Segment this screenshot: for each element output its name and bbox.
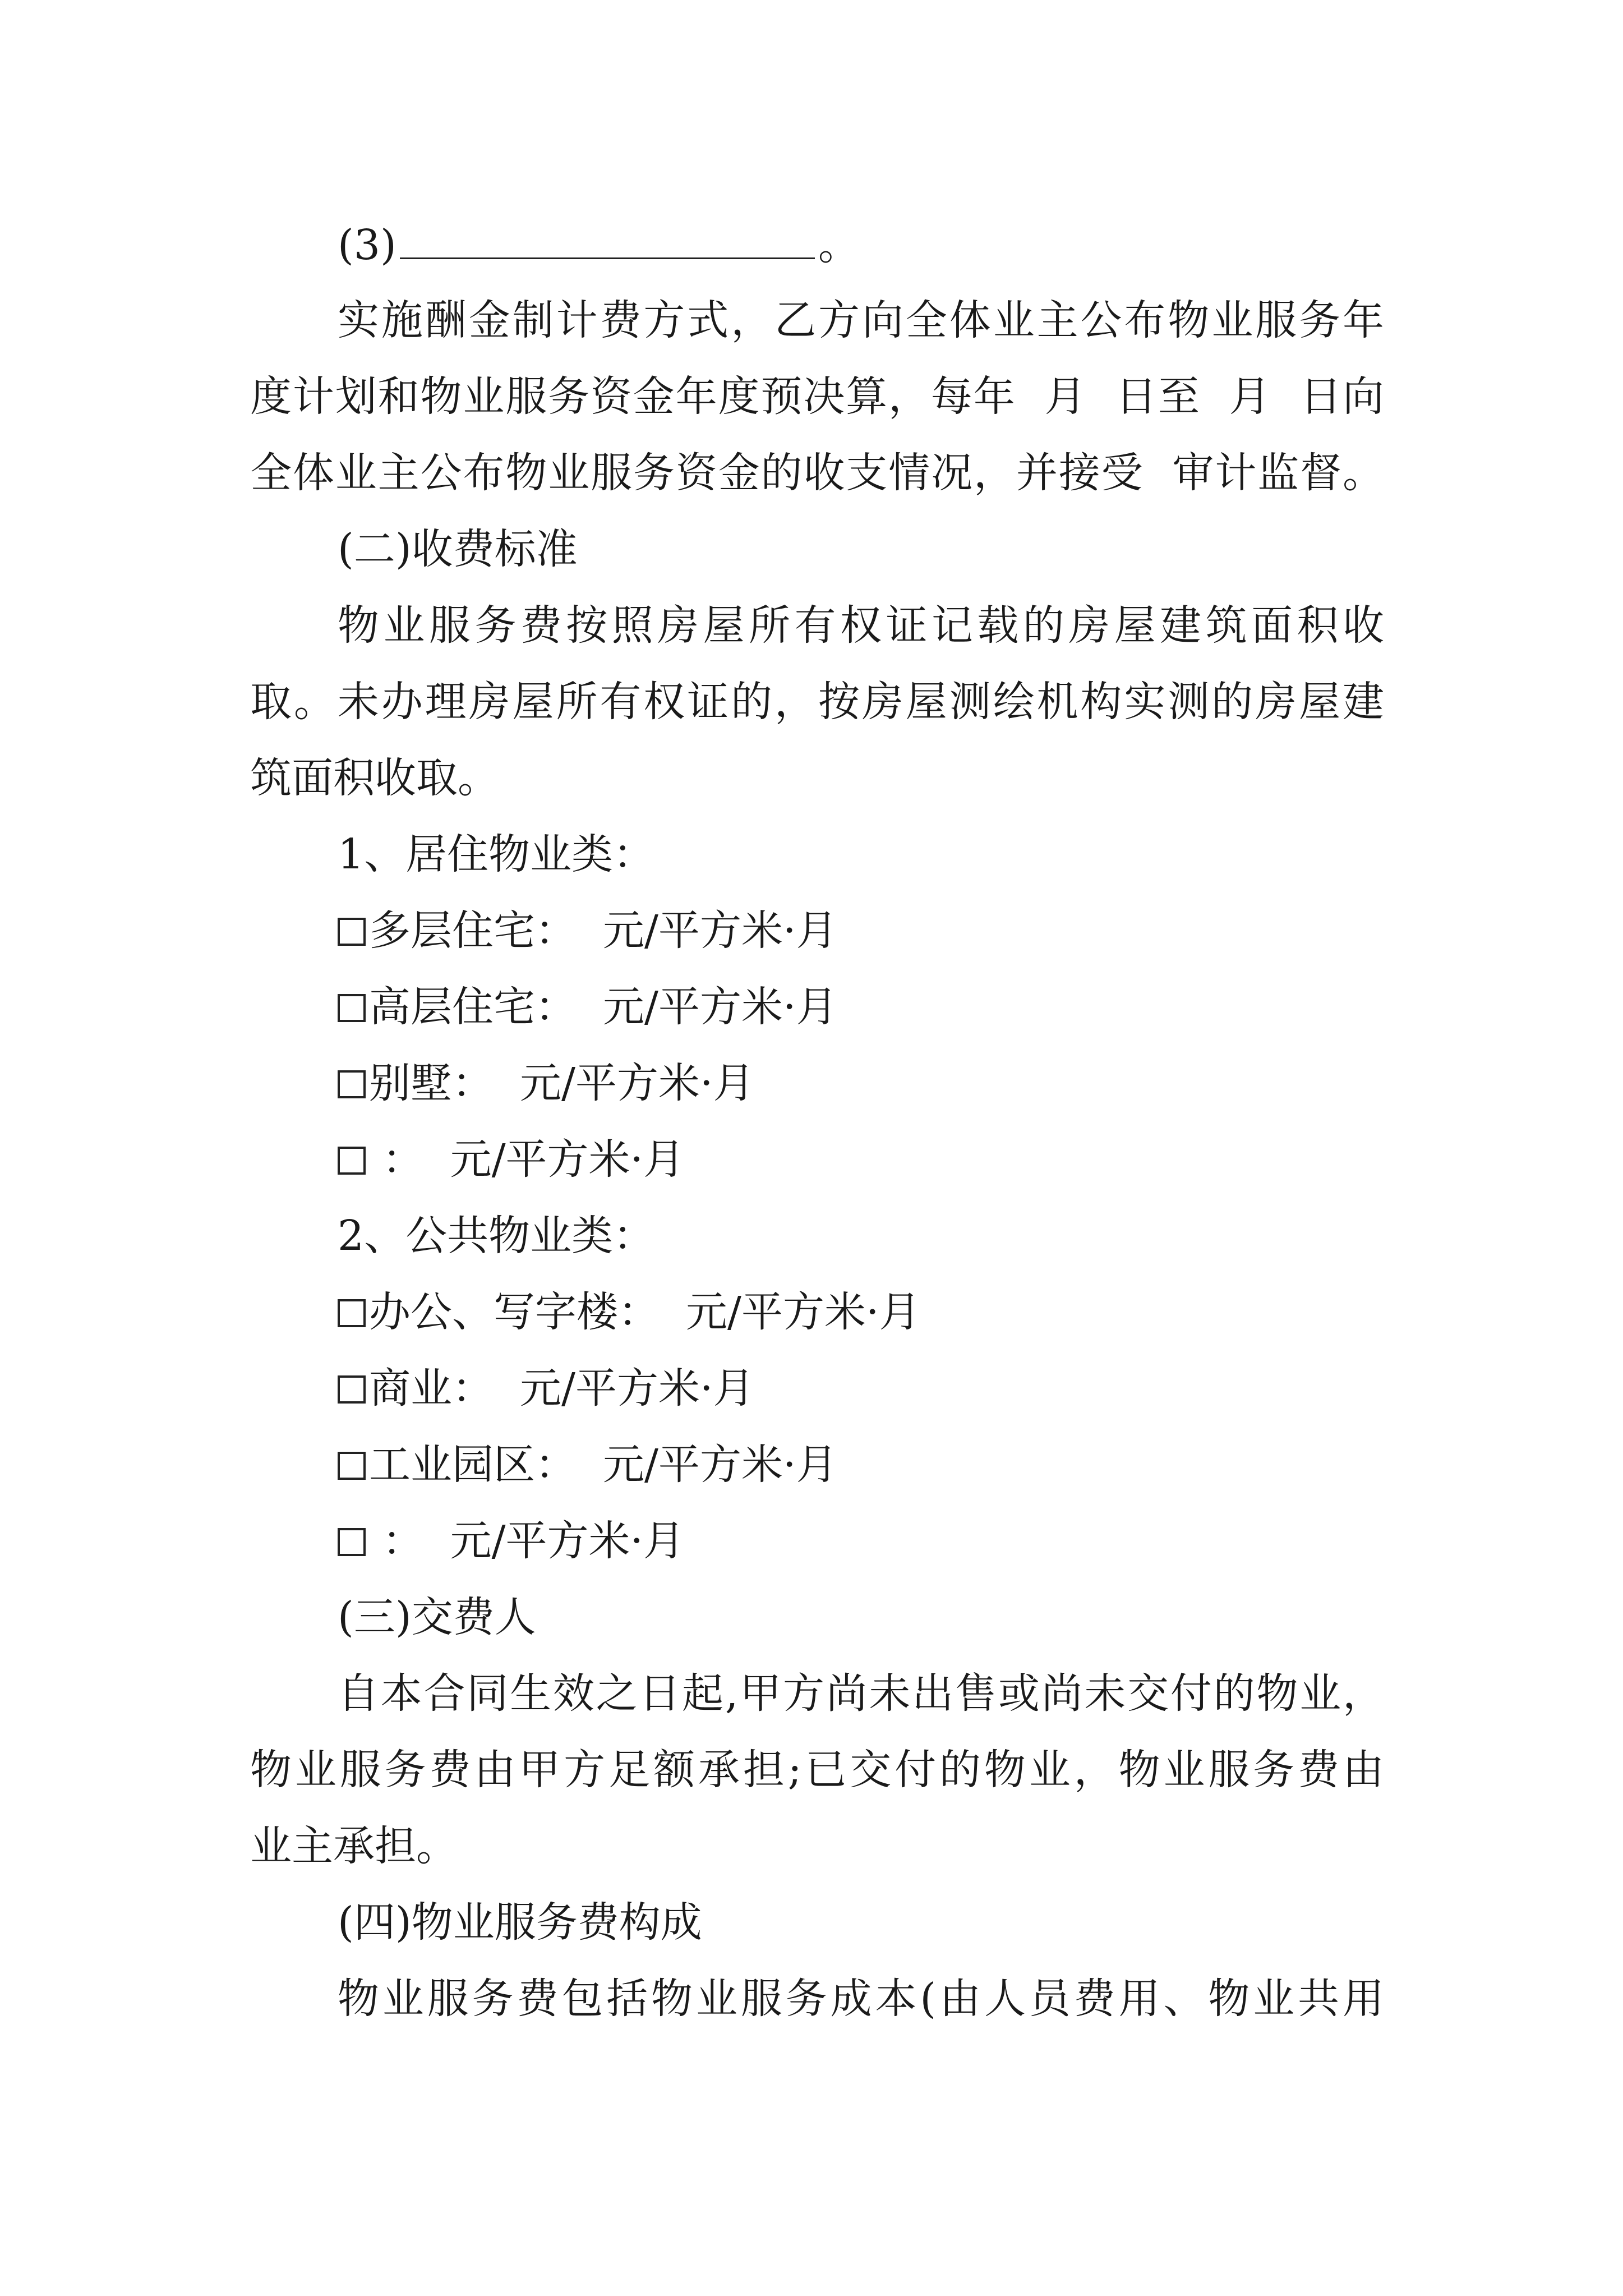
fee-option: [338, 1059, 755, 1107]
fee-option-label: 商业： 元/平方米·月: [369, 1364, 755, 1412]
paragraph-line: 筑面积收取。: [250, 754, 499, 802]
checkbox[interactable]: [338, 1147, 366, 1175]
paragraph-line: 业主承担。: [250, 1822, 458, 1870]
item-3-prefix: (3): [338, 221, 396, 269]
fee-option-label: 工业园区： 元/平方米·月: [369, 1441, 838, 1489]
item-3-line: [338, 221, 860, 269]
fee-option-label: 高层住宅： 元/平方米·月: [369, 983, 838, 1031]
item-3-suffix: 。: [818, 221, 860, 269]
paragraph-line: 全体业主公布物业服务资金的收支情况，并接受 审计监督。: [250, 449, 1384, 497]
checkbox[interactable]: [338, 994, 366, 1022]
checkbox[interactable]: [338, 1452, 366, 1480]
fee-option-label: ： 元/平方米·月: [369, 1517, 685, 1565]
checkbox[interactable]: [338, 918, 366, 946]
paragraph-line: 物业服务费包括物业服务成本(由人员费用、物业共用: [338, 1975, 1384, 2023]
fee-option: [338, 1364, 755, 1412]
fee-option: [338, 907, 838, 955]
section-heading: (四)物业服务费构成: [338, 1898, 702, 1947]
fee-option-label: 多层住宅： 元/平方米·月: [369, 907, 838, 955]
blank-underline: [400, 226, 815, 259]
fee-option-label: 办公、写字楼： 元/平方米·月: [369, 1288, 921, 1336]
fee-option: [338, 1441, 838, 1489]
paragraph-line: 取。未办理房屋所有权证的，按房屋测绘机构实测的房屋建: [250, 678, 1384, 726]
checkbox[interactable]: [338, 1070, 366, 1098]
paragraph-line: 物业服务费按照房屋所有权证记载的房屋建筑面积收: [338, 601, 1384, 650]
fee-option: [338, 1135, 685, 1184]
checkbox[interactable]: [338, 1299, 366, 1327]
fee-option-label: 别墅： 元/平方米·月: [369, 1059, 755, 1107]
paragraph-line: 实施酬金制计费方式，乙方向全体业主公布物业服务年: [338, 296, 1384, 344]
fee-option: [338, 1517, 685, 1565]
checkbox[interactable]: [338, 1528, 366, 1556]
paragraph-line: 物业服务费由甲方足额承担;已交付的物业，物业服务费由: [250, 1746, 1384, 1794]
category-heading: 1、居住物业类：: [338, 830, 655, 878]
fee-option-label: ： 元/平方米·月: [369, 1135, 685, 1184]
fee-option: [338, 983, 838, 1031]
section-heading: (三)交费人: [338, 1593, 536, 1641]
category-heading: 2、公共物业类：: [338, 1212, 655, 1260]
section-heading: (二)收费标准: [338, 525, 578, 573]
checkbox[interactable]: [338, 1375, 366, 1404]
paragraph-line: 自本合同生效之日起,甲方尚未出售或尚未交付的物业，: [338, 1669, 1384, 1718]
paragraph-line: 度计划和物业服务资金年度预决算，每年 月 日至 月 日向: [250, 372, 1384, 421]
fee-option: [338, 1288, 921, 1336]
